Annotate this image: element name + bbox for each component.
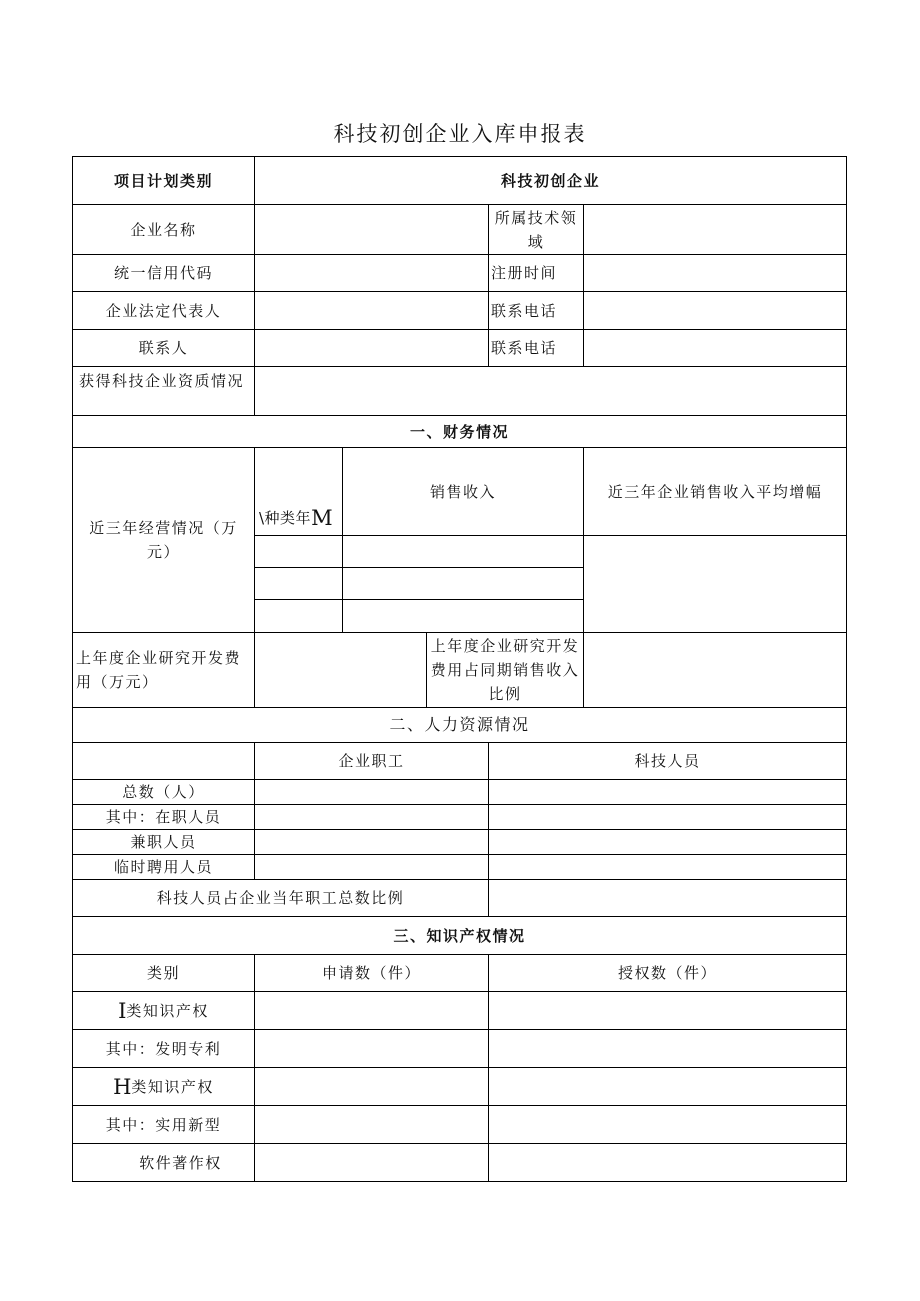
- rd-input[interactable]: [255, 633, 426, 707]
- ip-col-applied: 申请数（件）: [321, 964, 421, 982]
- hr-row-fulltime: 其中：在职人员: [105, 808, 222, 826]
- hr-ratio-input[interactable]: [489, 880, 846, 916]
- reg-time-label: 注册时间: [491, 264, 558, 282]
- ip-row-utility: 其中：实用新型: [105, 1115, 222, 1134]
- phone-input-1[interactable]: [584, 292, 846, 329]
- diagonal-header-mark: M: [311, 505, 333, 530]
- hr-cell[interactable]: [489, 830, 846, 854]
- hr-section-title: 二、人力资源情况: [389, 715, 530, 734]
- ops-label: 近三年经营情况（万元）: [89, 519, 238, 561]
- ip-col-granted: 授权数（件）: [617, 964, 717, 982]
- hr-row-temporary: 临时聘用人员: [113, 858, 213, 876]
- ip-class1-mark: I: [118, 998, 127, 1023]
- ip-cell[interactable]: [489, 1144, 846, 1181]
- hr-cell[interactable]: [255, 805, 488, 829]
- ip-row-invention: 其中：发明专利: [105, 1039, 222, 1058]
- rd-ratio-input[interactable]: [584, 633, 846, 707]
- phone-input-2[interactable]: [584, 330, 846, 366]
- ip-row-class1: [73, 992, 254, 1029]
- hr-cell[interactable]: [489, 780, 846, 804]
- hr-col-staff: 企业职工: [338, 752, 405, 770]
- ip-class2-mark: H: [113, 1074, 132, 1099]
- finance-section-title: 一、财务情况: [409, 422, 509, 441]
- hr-ratio-label: 科技人员占企业当年职工总数比例: [156, 889, 405, 907]
- rd-ratio-label: 上年度企业研究开发费用占同期销售收入比例: [430, 637, 580, 703]
- qualification-label: 获得科技企业资质情况: [79, 372, 245, 390]
- ip-section-title: 三、知识产权情况: [393, 926, 526, 945]
- year-cell-3[interactable]: [255, 600, 342, 632]
- reg-time-input[interactable]: [584, 255, 846, 291]
- ip-cell[interactable]: [489, 992, 846, 1029]
- growth-cell[interactable]: [584, 536, 846, 632]
- legal-rep-input[interactable]: [255, 292, 488, 329]
- phone-label-1: 联系电话: [491, 301, 558, 320]
- hr-col-tech: 科技人员: [634, 752, 701, 770]
- ip-cell[interactable]: [255, 1144, 488, 1181]
- tech-field-label: 所属技术领域: [494, 208, 578, 251]
- ip-row-class2: [73, 1068, 254, 1105]
- qualification-input[interactable]: [255, 367, 846, 415]
- ip-cell[interactable]: [255, 1106, 488, 1143]
- ip-cell[interactable]: [489, 1030, 846, 1067]
- ip-cell[interactable]: [489, 1106, 846, 1143]
- year-cell-1[interactable]: [255, 536, 342, 567]
- diagonal-header: [255, 500, 342, 535]
- company-name-input[interactable]: [255, 205, 488, 254]
- ip-class1-text: 类知识产权: [126, 1001, 209, 1020]
- project-type-label: 项目计划类别: [113, 171, 213, 190]
- ip-col-category: 类别: [146, 964, 180, 982]
- credit-code-input[interactable]: [255, 255, 488, 291]
- sales-cell-3[interactable]: [343, 600, 583, 632]
- phone-label-2: 联系电话: [491, 339, 558, 357]
- company-name-label: 企业名称: [130, 220, 197, 239]
- hr-cell[interactable]: [489, 805, 846, 829]
- tech-field-input[interactable]: [584, 205, 846, 254]
- sales-cell-1[interactable]: [343, 536, 583, 567]
- sales-cell-2[interactable]: [343, 568, 583, 599]
- hr-row-parttime: 兼职人员: [130, 833, 197, 851]
- ip-row-software: 软件著作权: [139, 1153, 222, 1172]
- legal-rep-label: 企业法定代表人: [105, 301, 222, 320]
- hr-cell[interactable]: [255, 830, 488, 854]
- credit-code-label: 统一信用代码: [113, 264, 213, 282]
- year-cell-2[interactable]: [255, 568, 342, 599]
- contact-input[interactable]: [255, 330, 488, 366]
- diagonal-header-text: \种类年: [259, 508, 312, 527]
- ip-cell[interactable]: [255, 1030, 488, 1067]
- project-type-value: 科技初创企业: [500, 171, 600, 190]
- rd-label: 上年度企业研究开发费用（万元）: [76, 649, 242, 691]
- hr-cell[interactable]: [255, 855, 488, 879]
- form-title: 科技初创企业入库申报表: [333, 122, 587, 146]
- ip-cell[interactable]: [255, 992, 488, 1029]
- ip-cell[interactable]: [255, 1068, 488, 1105]
- ip-class2-text: 类知识产权: [131, 1077, 214, 1096]
- sales-label: 销售收入: [429, 483, 496, 501]
- ip-cell[interactable]: [489, 1068, 846, 1105]
- contact-label: 联系人: [138, 339, 189, 357]
- hr-cell[interactable]: [489, 855, 846, 879]
- hr-cell[interactable]: [255, 780, 488, 804]
- hr-row-total: 总数（人）: [122, 783, 205, 801]
- growth-label: 近三年企业销售收入平均增幅: [607, 483, 823, 501]
